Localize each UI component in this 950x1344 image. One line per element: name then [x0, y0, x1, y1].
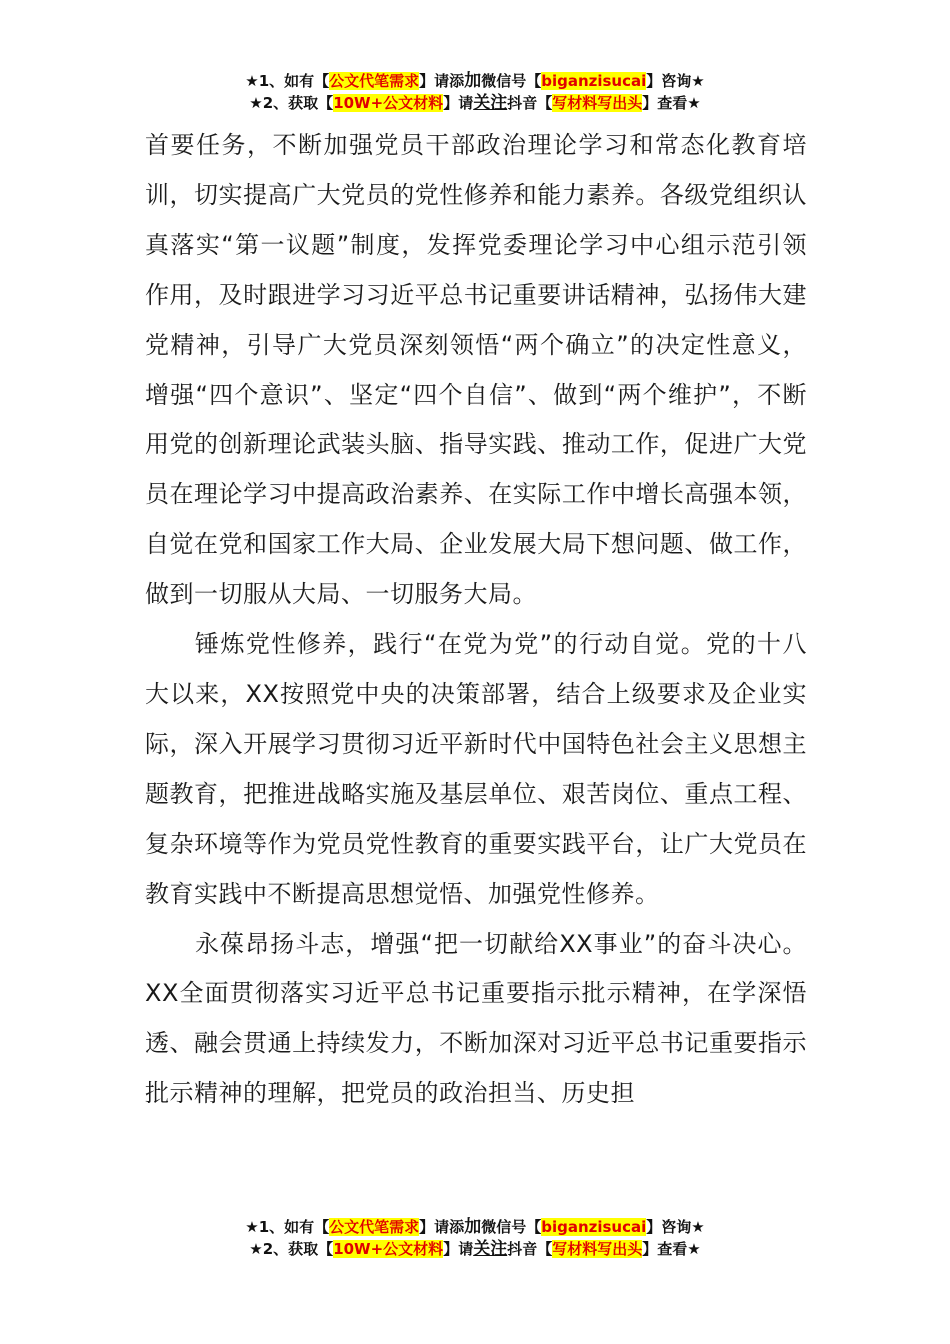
- promo-text: 2、获取【: [262, 1240, 334, 1258]
- promo-text: 1、如有【: [258, 1218, 330, 1236]
- promo-line-1: [0, 1216, 950, 1238]
- star-icon: ★: [249, 94, 263, 112]
- promo-text: 】查看★: [642, 1240, 701, 1258]
- promo-text: 抖音【: [507, 1240, 553, 1258]
- promo-text: 】咨询★: [646, 72, 705, 90]
- promo-emphasis: 加: [464, 71, 482, 91]
- wechat-id: biganzisucai: [541, 72, 647, 90]
- top-promo-banner: [0, 70, 950, 114]
- promo-emphasis: 关注: [473, 93, 508, 113]
- paragraph: 永葆昂扬斗志，增强“把一切献给XX事业”的奋斗决心。XX全面贯彻落实习近平总书记重要指示批示精神，在学深悟透、融会贯通上持续发力，不断加深对习近平总书记重要指示批示精神的理解，把党员的政治担当、历史担: [145, 929, 807, 1108]
- promo-text: 微信号【: [481, 1218, 542, 1236]
- star-icon: ★: [245, 1218, 259, 1236]
- service-highlight: 公文代笔需求: [329, 72, 420, 90]
- wechat-id: biganzisucai: [541, 1218, 647, 1236]
- materials-highlight: 10W+公文材料: [333, 1240, 444, 1258]
- promo-text: 1、如有【: [258, 72, 330, 90]
- promo-emphasis: 加: [464, 1217, 482, 1237]
- douyin-name: 写材料写出头: [552, 1240, 643, 1258]
- paragraph: 锤炼党性修养，践行“在党为党”的行动自觉。党的十八大以来，XX按照党中央的决策部署，结合上级要求及企业实际，深入开展学习贯彻习近平新时代中国特色社会主义思想主题教育，把推进战略实施及基层单位、艰苦岗位、重点工程、复杂环境等作为党员党性教育的重要实践平台，让广大党员在教育实践中不断提高思想觉悟、加强党性修养。: [145, 630, 807, 908]
- service-highlight: 公文代笔需求: [329, 1218, 420, 1236]
- promo-text: 】请添: [419, 1218, 465, 1236]
- promo-text: 】请添: [419, 72, 465, 90]
- promo-text: 】咨询★: [646, 1218, 705, 1236]
- star-icon: ★: [249, 1240, 263, 1258]
- promo-line-2: [0, 92, 950, 114]
- promo-text: 微信号【: [481, 72, 542, 90]
- bottom-promo-banner: [0, 1216, 950, 1260]
- promo-text: 】请: [443, 94, 474, 112]
- document-body: [145, 121, 807, 1119]
- promo-text: 】请: [443, 1240, 474, 1258]
- promo-emphasis: 关注: [473, 1239, 508, 1259]
- promo-line-1: [0, 70, 950, 92]
- materials-highlight: 10W+公文材料: [333, 94, 444, 112]
- promo-text: 】查看★: [642, 94, 701, 112]
- paragraph: 首要任务，不断加强党员干部政治理论学习和常态化教育培训，切实提高广大党员的党性修养和能力素养。各级党组织认真落实“第一议题”制度，发挥党委理论学习中心组示范引领作用，及时跟进学习习近平总书记重要讲话精神，弘扬伟大建党精神，引导广大党员深刻领悟“两个确立”的决定性意义，增强“四个意识”、坚定“四个自信”、做到“两个维护”，不断用党的创新理论武装头脑、指导实践、推动工作，促进广大党员在理论学习中提高政治素养、在实际工作中增长高强本领，自觉在党和国家工作大局、企业发展大局下想问题、做工作，做到一切服从大局、一切服务大局。: [145, 131, 807, 609]
- promo-text: 抖音【: [507, 94, 553, 112]
- douyin-name: 写材料写出头: [552, 94, 643, 112]
- promo-text: 2、获取【: [262, 94, 334, 112]
- star-icon: ★: [245, 72, 259, 90]
- promo-line-2: [0, 1238, 950, 1260]
